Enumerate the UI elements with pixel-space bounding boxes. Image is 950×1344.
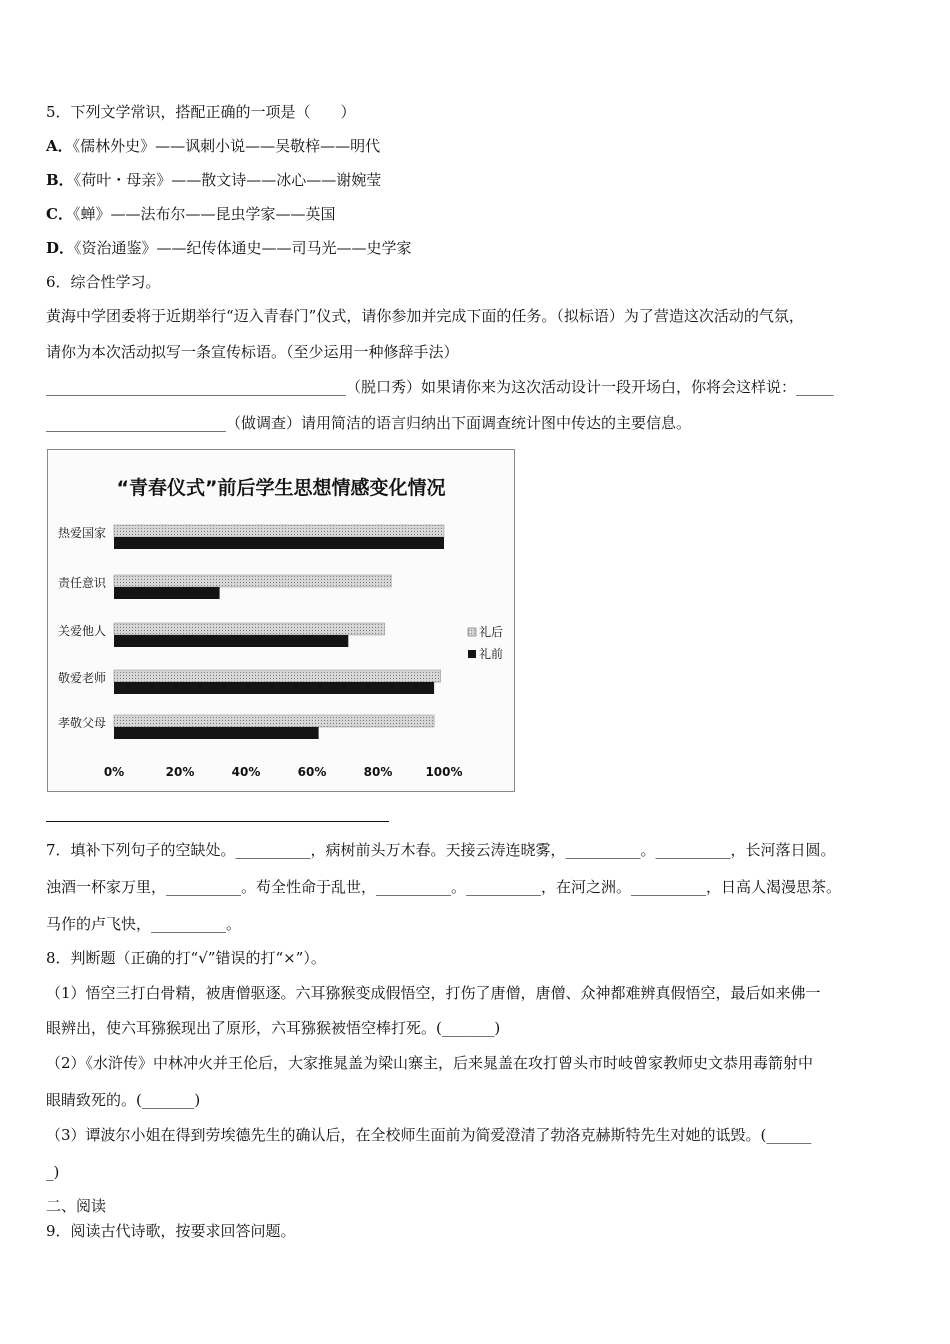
q8-item3-line-1[interactable]: （3）谭波尔小姐在得到劳埃德先生的确认后，在全校师生面前为简爱澄清了勃洛克赫斯特先生对她的诋毁。(______ (46, 1126, 812, 1144)
bar-before (114, 537, 444, 549)
q5-option-d (46, 238, 412, 258)
x-tick-label: 100% (425, 765, 463, 779)
legend-label-before: 礼前 (479, 647, 504, 661)
option-text: 《荷叶・母亲》——散文诗——冰心——谢婉莹 (73, 171, 382, 189)
option-letter: A． (46, 137, 73, 155)
q5-stem: 5．下列文学常识，搭配正确的一项是（ ） (46, 103, 356, 121)
section-title-reading: 二、阅读 (46, 1197, 107, 1215)
q8-item3-line-2[interactable]: _) (46, 1163, 60, 1181)
q8-item1-line-1: （1）悟空三打白骨精，被唐僧驱逐。六耳猕猴变成假悟空，打伤了唐僧，唐僧、众神都难辨真假悟空，最后如来佛一 (46, 984, 821, 1002)
option-text: 《蝉》——法布尔——昆虫学家——英国 (72, 205, 336, 223)
q5-option-b (46, 170, 381, 190)
q6-stem: 6．综合性学习。 (46, 273, 161, 291)
answer-underline[interactable] (46, 821, 389, 822)
q6-survey-line[interactable]: ________________________（做调查）请用简洁的语言归纳出下面调查统计图中传达的主要信息。 (46, 414, 692, 432)
category-label: 敬爱老师 (58, 671, 107, 685)
category-label: 关爱他人 (58, 624, 107, 638)
legend-swatch-before (468, 650, 476, 658)
q7-line-2[interactable]: 浊酒一杯家万里，__________。苟全性命于乱世，__________。__________，在河之洲。__________，日高人渴漫思茶。 (46, 878, 842, 896)
bar-before (114, 727, 319, 739)
x-tick-label: 40% (231, 765, 261, 779)
option-letter: C． (46, 205, 73, 223)
q5-option-c (46, 204, 335, 224)
q6-talkshow-line[interactable]: ________________________________________（脱口秀）如果请你来为这次活动设计一段开场白，你将会这样说：_____ (46, 378, 834, 396)
bar-after (114, 623, 385, 635)
q8-item2-line-2[interactable]: 眼睛致死的。(_______) (46, 1091, 201, 1109)
bar-after (114, 575, 391, 587)
category-label: 孝敬父母 (58, 716, 107, 730)
x-tick-label: 60% (297, 765, 327, 779)
q7-line-1[interactable]: 7．填补下列句子的空缺处。__________，病树前头万木春。天接云涛连晓雾，__________。__________，长河落日圆。 (46, 841, 836, 859)
x-tick-label: 20% (165, 765, 195, 779)
x-tick-label: 0% (103, 765, 125, 779)
q8-item2-line-1: （2）《水浒传》中林冲火并王伦后，大家推晁盖为梁山寨主，后来晁盖在攻打曾头市时岐曾家教师史文恭用毒箭射中 (46, 1054, 814, 1072)
legend-label-after: 礼后 (479, 625, 504, 639)
bar-before (114, 635, 348, 647)
bar-after (114, 715, 434, 727)
bar-after (114, 670, 441, 682)
bar-before (114, 682, 434, 694)
option-text: 《资治通鉴》——纪传体通史——司马光——史学家 (74, 239, 412, 257)
x-tick-label: 80% (363, 765, 393, 779)
q7-line-3[interactable]: 马作的卢飞快，__________。 (46, 915, 242, 933)
category-label: 责任意识 (58, 576, 107, 590)
legend-swatch-after (468, 628, 476, 636)
bar-after (114, 525, 444, 537)
q8-item1-line-2[interactable]: 眼辨出，使六耳猕猴现出了原形，六耳猕猴被悟空棒打死。(_______) (46, 1019, 501, 1037)
option-text: 《儒林外史》——讽刺小说——吴敬梓——明代 (72, 137, 381, 155)
category-label: 热爱国家 (58, 526, 107, 540)
q8-stem: 8．判断题（正确的打“√”错误的打“×”）。 (46, 949, 326, 967)
q6-intro-line-2: 请你为本次活动拟写一条宣传标语。（至少运用一种修辞手法） (46, 343, 459, 361)
q9-stem: 9．阅读古代诗歌，按要求回答问题。 (46, 1222, 296, 1240)
q6-intro-line-1: 黄海中学团委将于近期举行“迈入青春门”仪式，请你参加并完成下面的任务。（拟标语）为了营造这次活动的气氛， (46, 307, 804, 325)
survey-bar-chart (47, 449, 515, 792)
option-letter: D． (46, 239, 75, 257)
chart-title: “青春仪式”前后学生思想情感变化情况 (116, 477, 446, 499)
option-letter: B． (46, 171, 74, 189)
q5-option-a (46, 136, 380, 156)
bar-before (114, 587, 220, 599)
chart-svg (48, 450, 514, 791)
